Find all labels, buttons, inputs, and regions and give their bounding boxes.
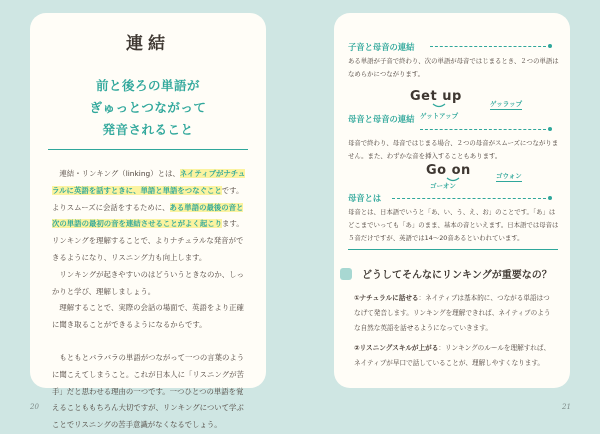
- paragraph-gap: [52, 334, 248, 350]
- paragraph-2: [52, 267, 248, 301]
- section-body-text: 母音とは、日本語でいうと「あ、い、う、え、お」のことです。「あ」はどこまでいっても「あ」のまま、基本の音といえます。日本語では母音は５音だけですが、英語では14〜20音あるといわれています。: [348, 208, 559, 242]
- section-heading-dot: [548, 196, 552, 200]
- highlight-definition: ネイティブがナチュラルに英語を話すときに、単語と単語をつなぐこと: [52, 169, 246, 195]
- section-heading-dot: [548, 127, 552, 131]
- answer-2-body: ：リンキングのルールを理解すれば、ネイティブが早口で話していることが、理解しやすくなります。: [354, 344, 551, 367]
- answer-1-body: ：ネイティブは基本的に、つながる単語はつなげて発音します。リンキングを理解できれば、ネイティブのような自然な英語を話せるようになっていきます。: [354, 294, 551, 332]
- question-heading: [340, 264, 564, 286]
- section-heading-rule: [430, 46, 546, 47]
- paragraph-1-middle: です。よりスムーズに会話をするために、: [52, 185, 244, 212]
- highlight-linking-rule: ある単語の最後の音と次の単語の最初の音を連結させることがよく起こり: [52, 202, 244, 229]
- answer-2-text: [354, 341, 554, 371]
- answer-1: [354, 291, 554, 336]
- paragraph-4: [52, 350, 248, 434]
- page-number-left: 20: [30, 403, 39, 411]
- section-heading-consonant-vowel: 子音と母音の連結: [348, 42, 415, 52]
- example-phrase-get-up: Get up: [410, 89, 462, 104]
- section-body-vowel-definition: [348, 206, 560, 245]
- example-kana-reading: ゲットアップ: [420, 112, 459, 120]
- answer-2: [354, 341, 554, 371]
- section-heading-vowel-definition: 母音とは: [348, 193, 382, 203]
- example-phrase-go-on: Go on: [426, 163, 471, 178]
- section-heading-vowel-vowel: 母音と母音の連結: [348, 114, 415, 124]
- right-page: [334, 13, 570, 388]
- example-kana-linked: ゲッラップ: [490, 100, 523, 108]
- divider: [348, 249, 558, 250]
- section-body-vowel-vowel: [348, 137, 560, 163]
- paragraph-1-intro: 連結・リンキング（linking）とは、: [59, 169, 180, 178]
- page-number-right: 21: [562, 403, 571, 411]
- subtitle-line-2: ぎゅっとつながって: [89, 100, 207, 115]
- paragraph-2-text: リンキングが起きやすいのはどういうときなのか、しっかりと学び、理解しましょう。: [52, 269, 244, 296]
- link-arc-icon: [432, 103, 446, 109]
- body-text: [52, 166, 248, 434]
- section-heading-rule: [420, 129, 546, 130]
- section-body-consonant-vowel: [348, 55, 560, 81]
- paragraph-4-text: もともとバラバラの単語がつながって一つの言葉のように聞こえてしまうこと。これが日本人に「リスニングが苦手」だと思わせる理由の一つです。一つひとつの単語を覚えることももちろん大切ですが、リンキングについて学ぶことでリスニングの苦手意識がなくなるでしょう。: [52, 352, 245, 430]
- paragraph-3: [52, 300, 248, 334]
- divider: [48, 149, 248, 150]
- chapter-title: 連結: [126, 34, 170, 54]
- paragraph-1-end: ます。リンキングを理解することで、よりナチュラルな発音ができるようになり、リスニング力も向上します。: [52, 219, 244, 262]
- section-heading-dot: [548, 44, 552, 48]
- section-body-text: ある単語が子音で終わり、次の単語が母音ではじまるとき、２つの単語はなめらかにつながります。: [348, 57, 559, 78]
- subtitle-line-1: 前と後ろの単語が: [95, 78, 200, 93]
- section-heading-rule: [392, 198, 546, 199]
- example-kana-reading: ゴーオン: [430, 182, 456, 190]
- paragraph-1: [52, 166, 248, 267]
- answer-1-text: [354, 291, 554, 336]
- section-body-text: 母音で終わり、母音ではじまる場合、２つの母音がスムーズにつながりません。また、わずかな音を挿入することもあります。: [348, 139, 559, 160]
- answer-2-lead: ②リスニングスキルが上がる: [354, 344, 439, 352]
- answer-1-lead: ①ナチュラルに話せる: [354, 294, 419, 302]
- question-text: どうしてそんなにリンキングが重要なの？: [362, 270, 552, 281]
- example-kana-linked: ゴウォン: [496, 172, 522, 180]
- subtitle-line-3: 発音されること: [102, 122, 194, 137]
- question-tag-icon: [340, 268, 352, 280]
- chapter-subtitle: [30, 75, 266, 141]
- paragraph-3-text: 理解することで、実際の会話の場面で、英語をより正確に聞き取ることができるようになるからです。: [52, 303, 244, 330]
